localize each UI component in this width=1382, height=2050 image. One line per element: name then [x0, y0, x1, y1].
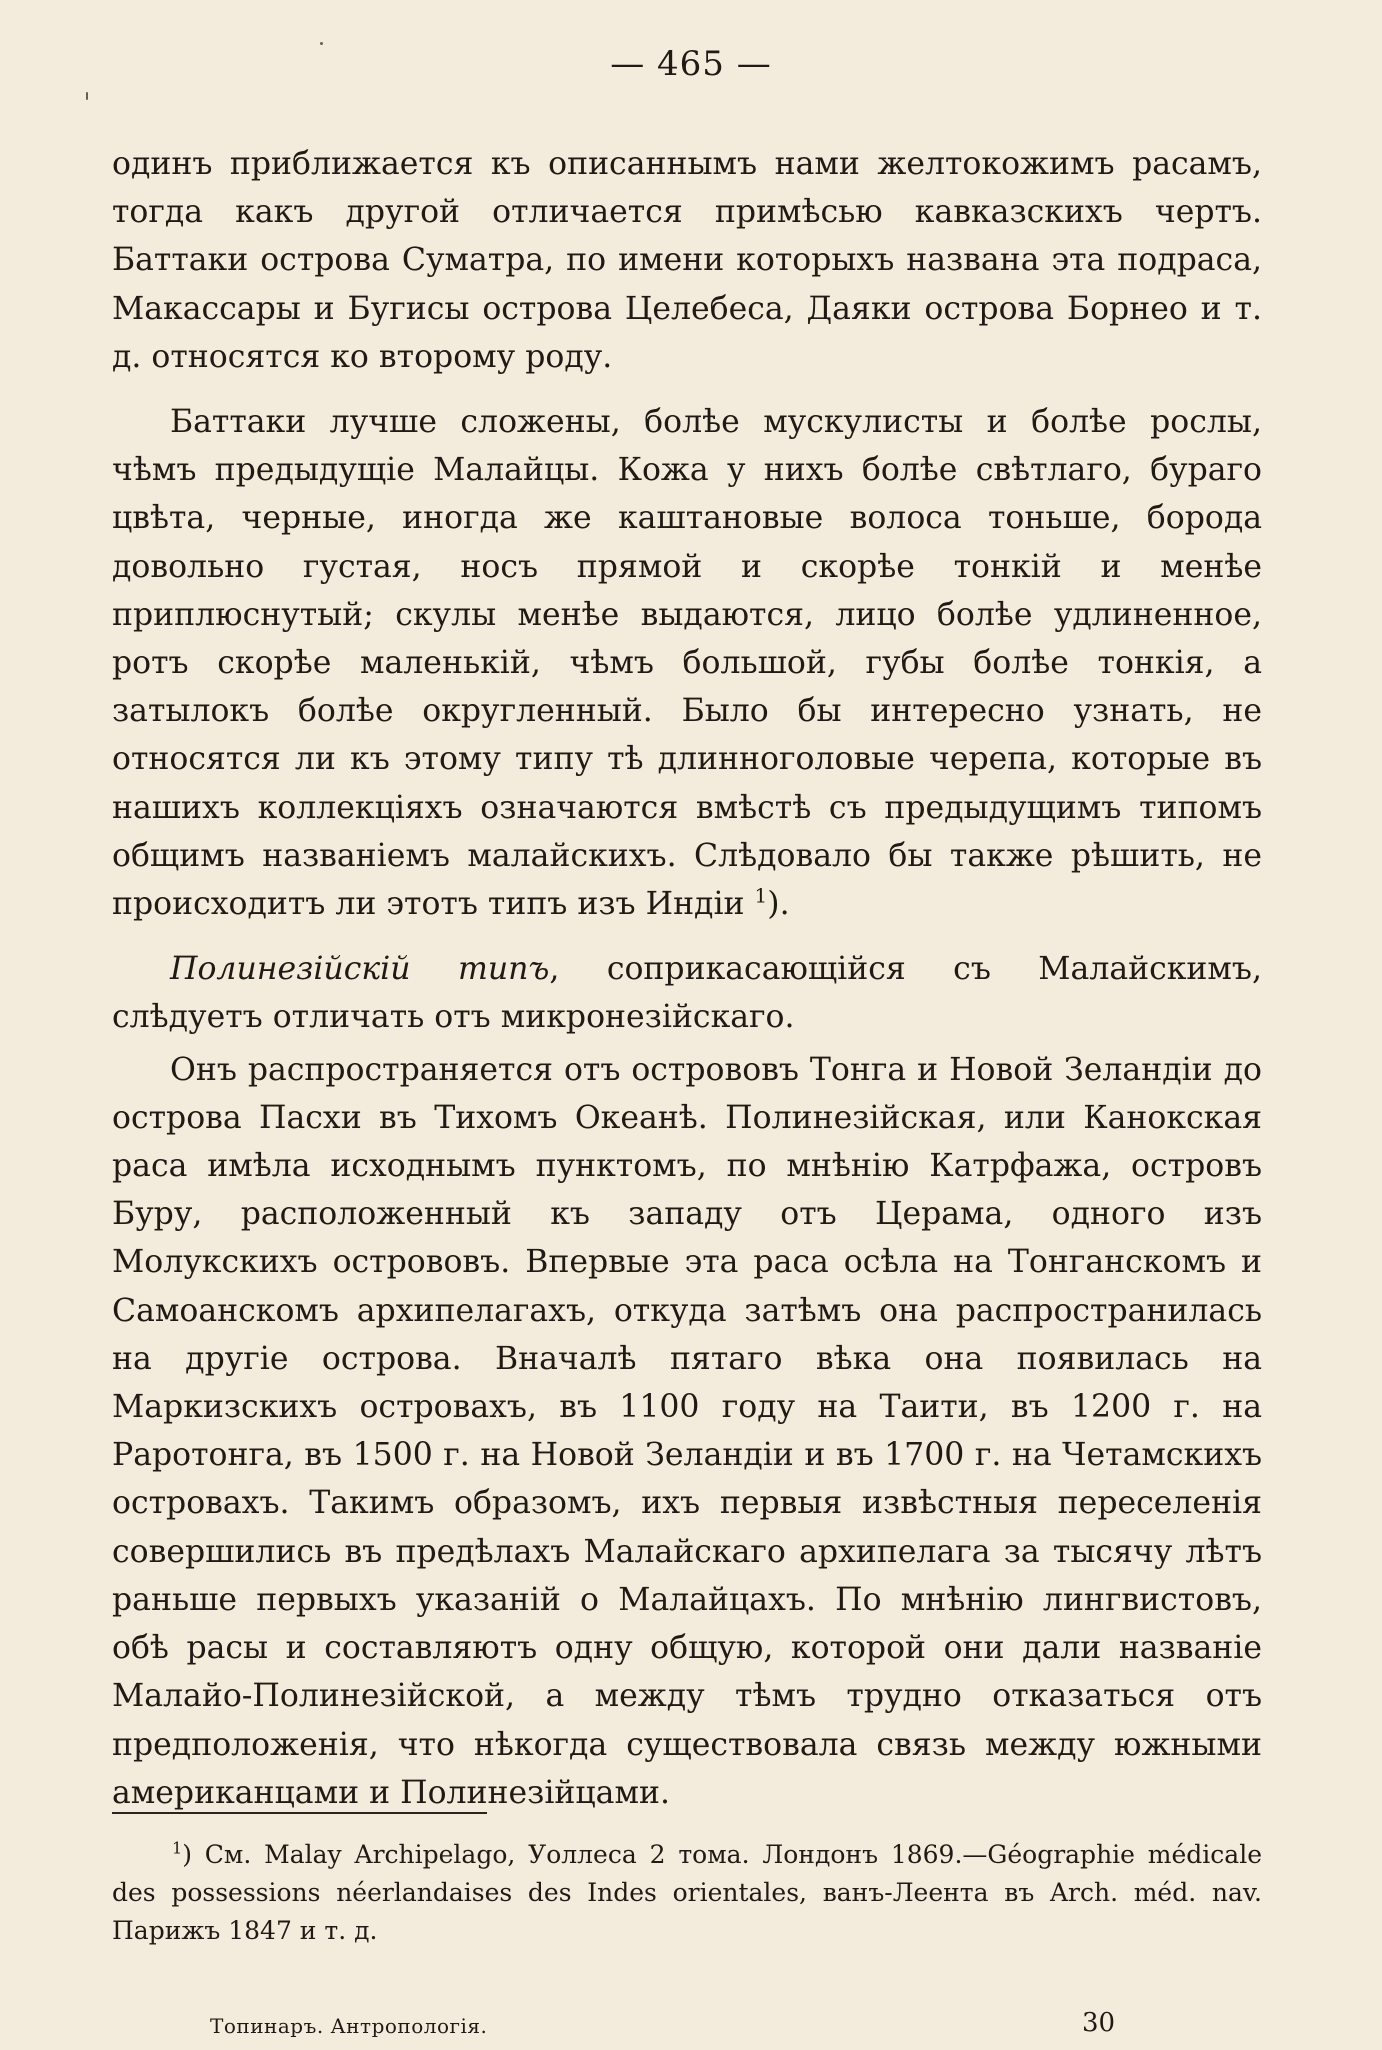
- paragraph-3-text: , соприкасающійся съ Малайскимъ, слѣдуетъ отличать отъ микронезійскаго.: [112, 951, 1262, 1036]
- paragraph-3: [112, 945, 1262, 1041]
- paragraph-2: [112, 398, 1262, 928]
- signature-number: 30: [1082, 2008, 1116, 2038]
- paragraph-1: одинъ приближается къ описаннымъ нами желтокожимъ расамъ, тогда какъ другой отличается примѣсью кавказскихъ чертъ. Баттаки острова Суматра, по имени которыхъ названа эта подраса, Макассары и Бугисы острова Целебеса, Даяки острова Борнео и т. д. относятся ко второму роду.: [112, 146, 1262, 375]
- paragraph-2-text: Баттаки лучше сложены, болѣе мускулисты и болѣе рослы, чѣмъ предыдущіе Малайцы. Кожа у нихъ болѣе свѣтлаго, бураго цвѣта, черные, иногда же каштановые волоса тоньше, борода довольно густая, носъ прямой и скорѣе тонкій и менѣе приплюснутый; скулы менѣе выдаются, лицо болѣе удлиненное, ротъ скорѣе маленькій, чѣмъ большой, губы болѣе тонкія, а затылокъ болѣе округленный. Было бы интересно узнать, не относятся ли къ этому типу тѣ длинноголовые черепа, которые въ нашихъ коллекціяхъ означаются вмѣстѣ съ предыдущимъ типомъ общимъ названіемъ малайскихъ. Слѣдовало бы также рѣшить, не происходитъ ли этотъ типъ изъ Индіи: [112, 404, 1262, 923]
- paragraph-4: Онъ распространяется отъ острововъ Тонга и Новой Зеландіи до острова Пасхи въ Тихомъ Океанѣ. Полинезійская, или Канокская раса имѣла исходнымъ пунктомъ, по мнѣнію Катрфажа, островъ Буру, расположенный къ западу отъ Церама, одного изъ Молукскихъ острововъ. Впервые эта раса осѣла на Тонганскомъ и Самоанскомъ архипелагахъ, откуда затѣмъ она распространилась на другіе острова. Вначалѣ пятаго вѣка она появилась на Маркизскихъ островахъ, въ 1100 году на Таити, въ 1200 г. на Раротонга, въ 1500 г. на Новой Зеландіи и въ 1700 г. на Четамскихъ островахъ. Такимъ образомъ, ихъ первыя извѣстныя переселенія совершились въ предѣлахъ Малайскаго архипелага за тысячу лѣтъ раньше первыхъ указаній о Малайцахъ. По мнѣнію лингвистовъ, обѣ расы и составляютъ одну общую, которой они дали названіе Малайо-Полинезійской, а между тѣмъ трудно отказаться отъ предположенія, что нѣкогда существовала связь между южными американцами и Полинезійцами.: [112, 1051, 1262, 1811]
- footnote-mark: 1: [172, 1838, 183, 1858]
- footnote-text: ) См. Malay Archipelago, Уоллеса 2 тома. Лондонъ 1869.—Géographie médicale des possessions néerlandaises des Indes orientales, ванъ-Леента въ Arch. méd. nav. Парижъ 1847 и т. д.: [112, 1840, 1262, 1945]
- main-text: [112, 140, 1262, 1834]
- page-number: — 465 —: [610, 44, 772, 84]
- footer-author: Топинаръ. Антропологія.: [210, 2014, 488, 2038]
- footnote-reference: 1: [754, 883, 768, 908]
- paper-speck: [86, 92, 88, 100]
- page-footer: [0, 2008, 1382, 2044]
- section-term-polynesian-type: Полинезійскій типъ: [170, 951, 550, 988]
- footnote: [112, 1836, 1262, 1950]
- footnote-divider: [112, 1812, 487, 1814]
- paragraph-2-end: ).: [767, 886, 790, 923]
